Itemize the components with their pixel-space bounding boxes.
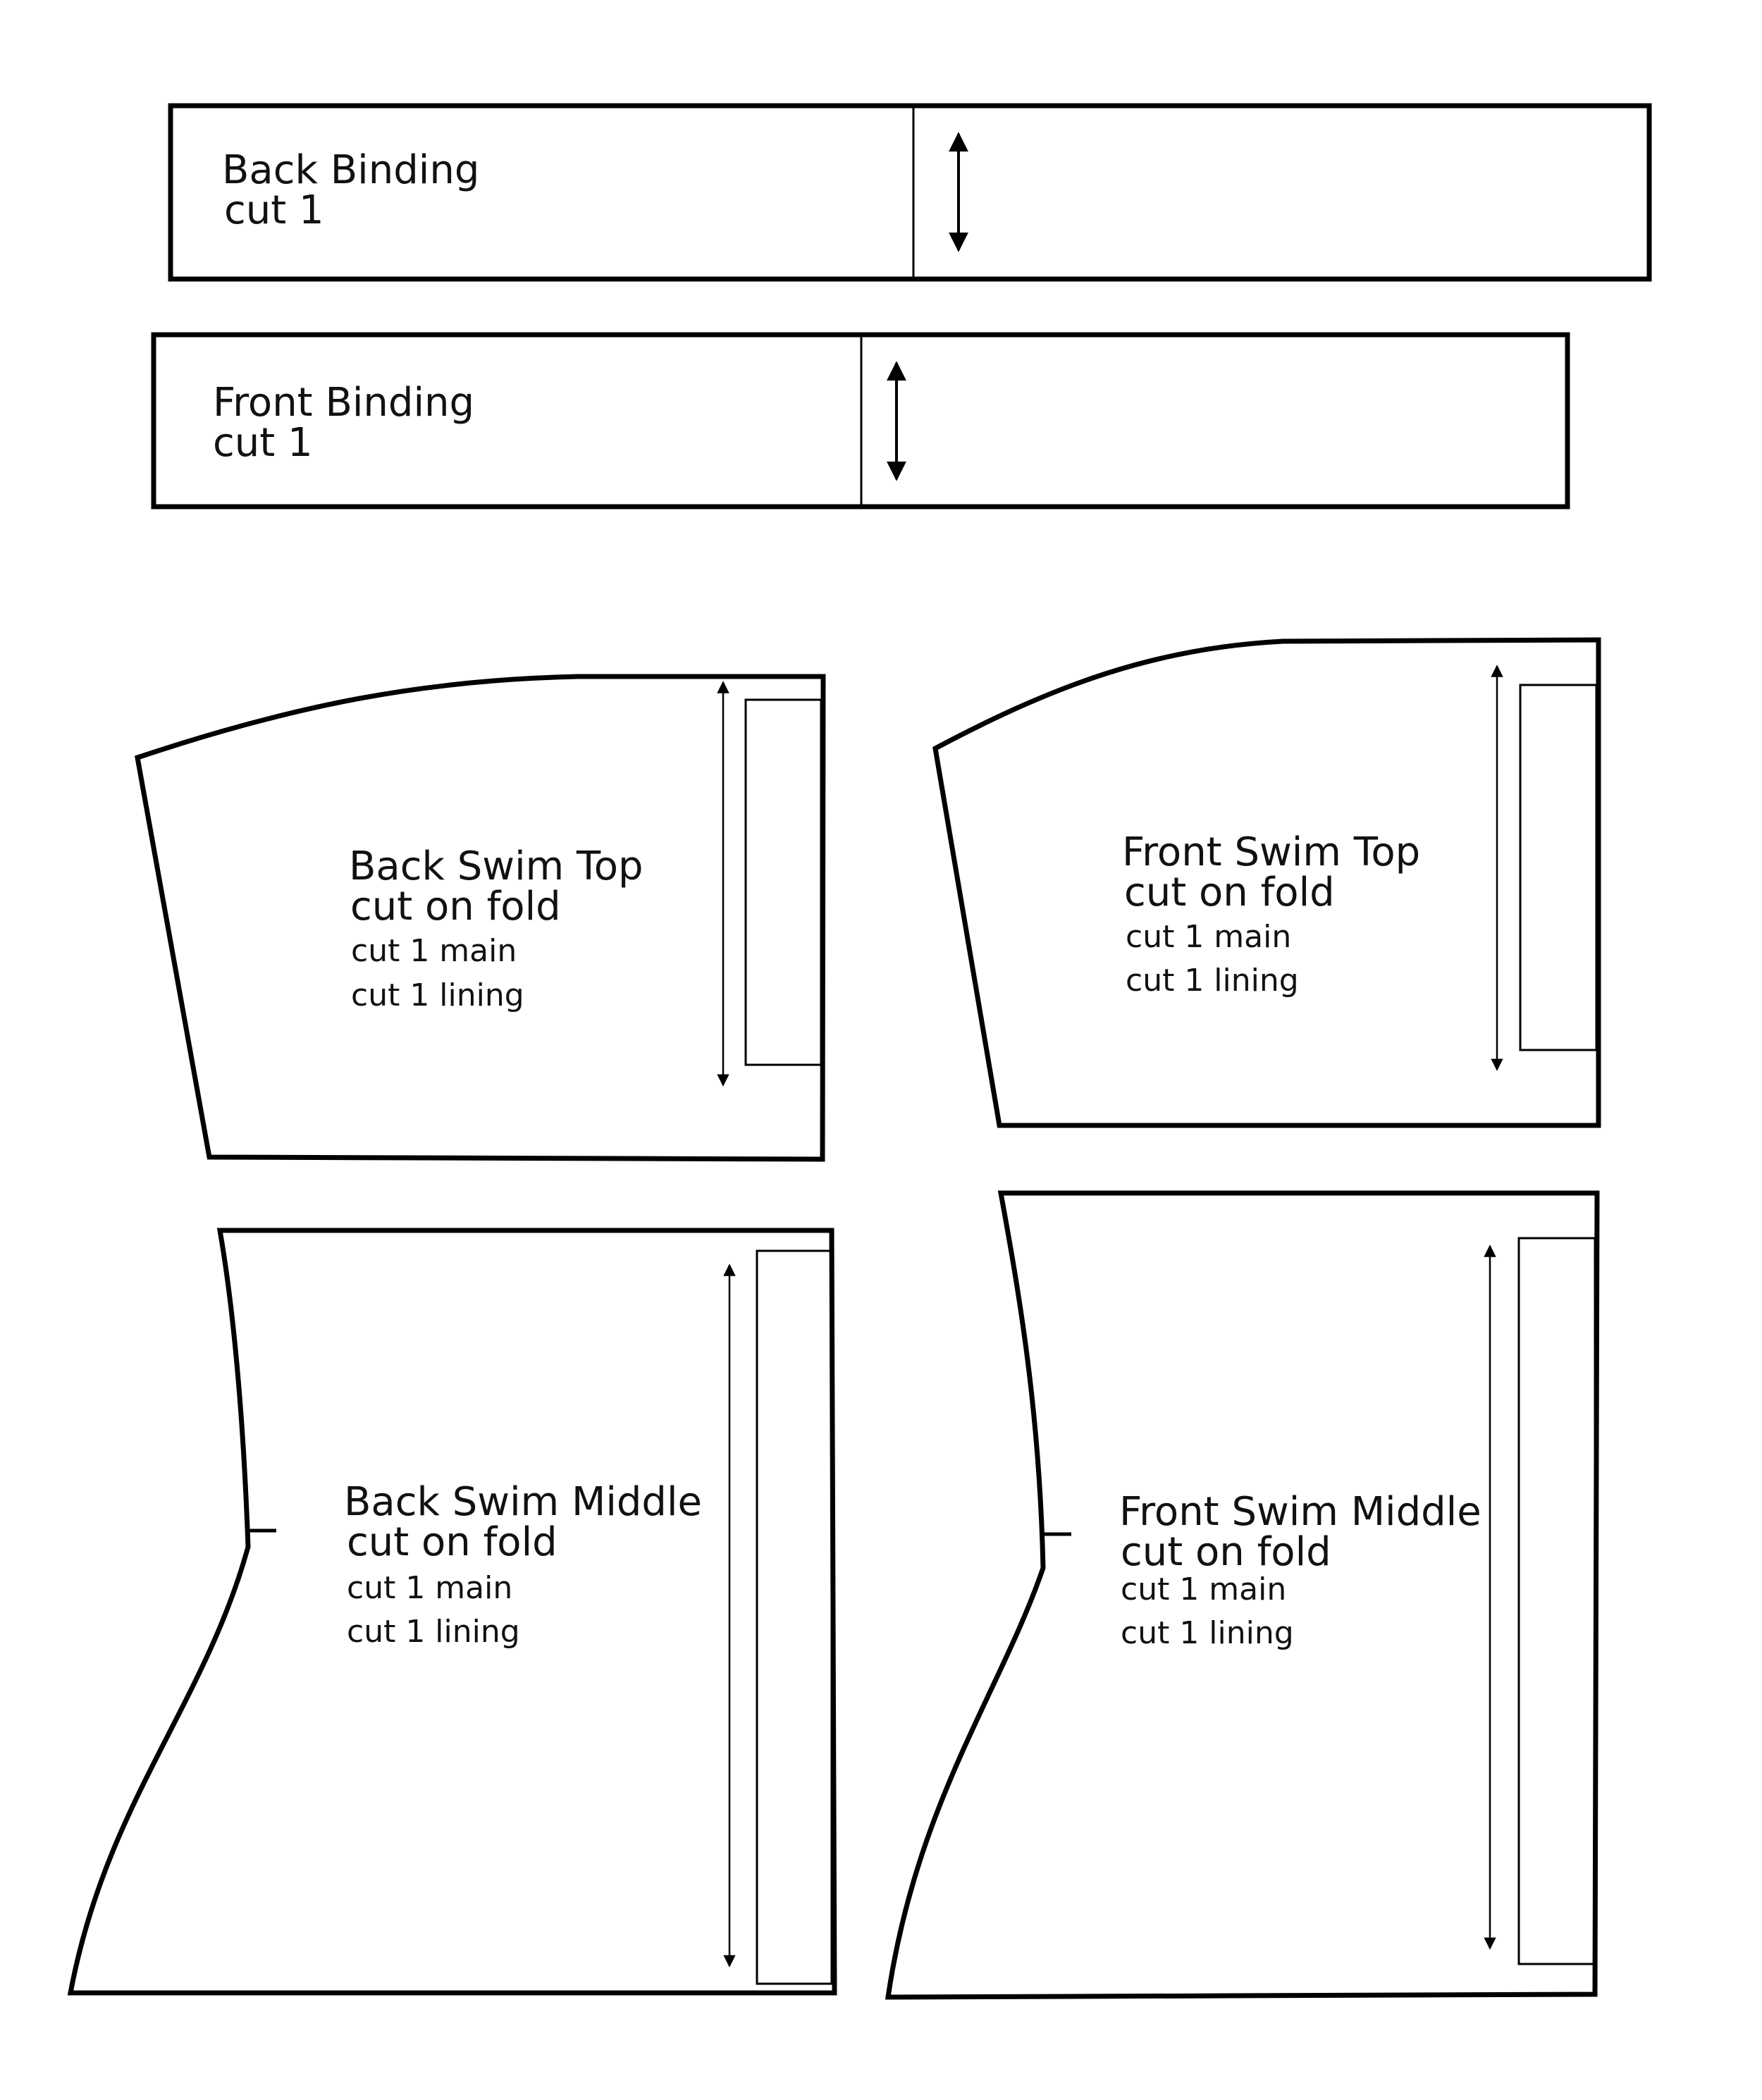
back-swim-middle-lining-note: cut 1 lining (347, 1614, 520, 1650)
front-swim-middle-main-note: cut 1 main (1121, 1571, 1287, 1607)
back-swim-top-main-note: cut 1 main (351, 933, 517, 969)
back-binding-cut-note: cut 1 (224, 187, 324, 233)
back-swim-top-title: Back Swim Top (349, 844, 643, 889)
front-swim-middle-piece (888, 1193, 1597, 1997)
back-swim-middle-title: Back Swim Middle (344, 1479, 702, 1525)
front-swim-top-lining-note: cut 1 lining (1126, 963, 1299, 999)
front-binding-cut-note: cut 1 (213, 420, 313, 466)
front-swim-middle-fold-note: cut on fold (1121, 1529, 1331, 1575)
front-binding-title: Front Binding (213, 380, 475, 426)
back-swim-top-fold-note: cut on fold (350, 884, 561, 929)
front-swim-top-title: Front Swim Top (1122, 829, 1421, 875)
back-swim-middle-fold-note: cut on fold (347, 1519, 557, 1565)
front-swim-middle-lining-note: cut 1 lining (1121, 1615, 1294, 1651)
front-binding-piece (154, 335, 1567, 507)
front-swim-middle-title: Front Swim Middle (1119, 1489, 1481, 1535)
front-swim-top-fold-note: cut on fold (1124, 870, 1335, 915)
back-swim-middle-outline (70, 1230, 834, 1993)
back-binding-title: Back Binding (222, 147, 480, 193)
back-swim-top-piece (137, 677, 823, 1159)
back-swim-top-lining-note: cut 1 lining (351, 977, 524, 1013)
back-binding-piece (171, 106, 1649, 279)
back-swim-middle-main-note: cut 1 main (347, 1570, 513, 1606)
back-swim-middle-piece (70, 1230, 834, 1993)
front-swim-top-main-note: cut 1 main (1126, 919, 1292, 955)
front-swim-top-piece (935, 640, 1598, 1125)
